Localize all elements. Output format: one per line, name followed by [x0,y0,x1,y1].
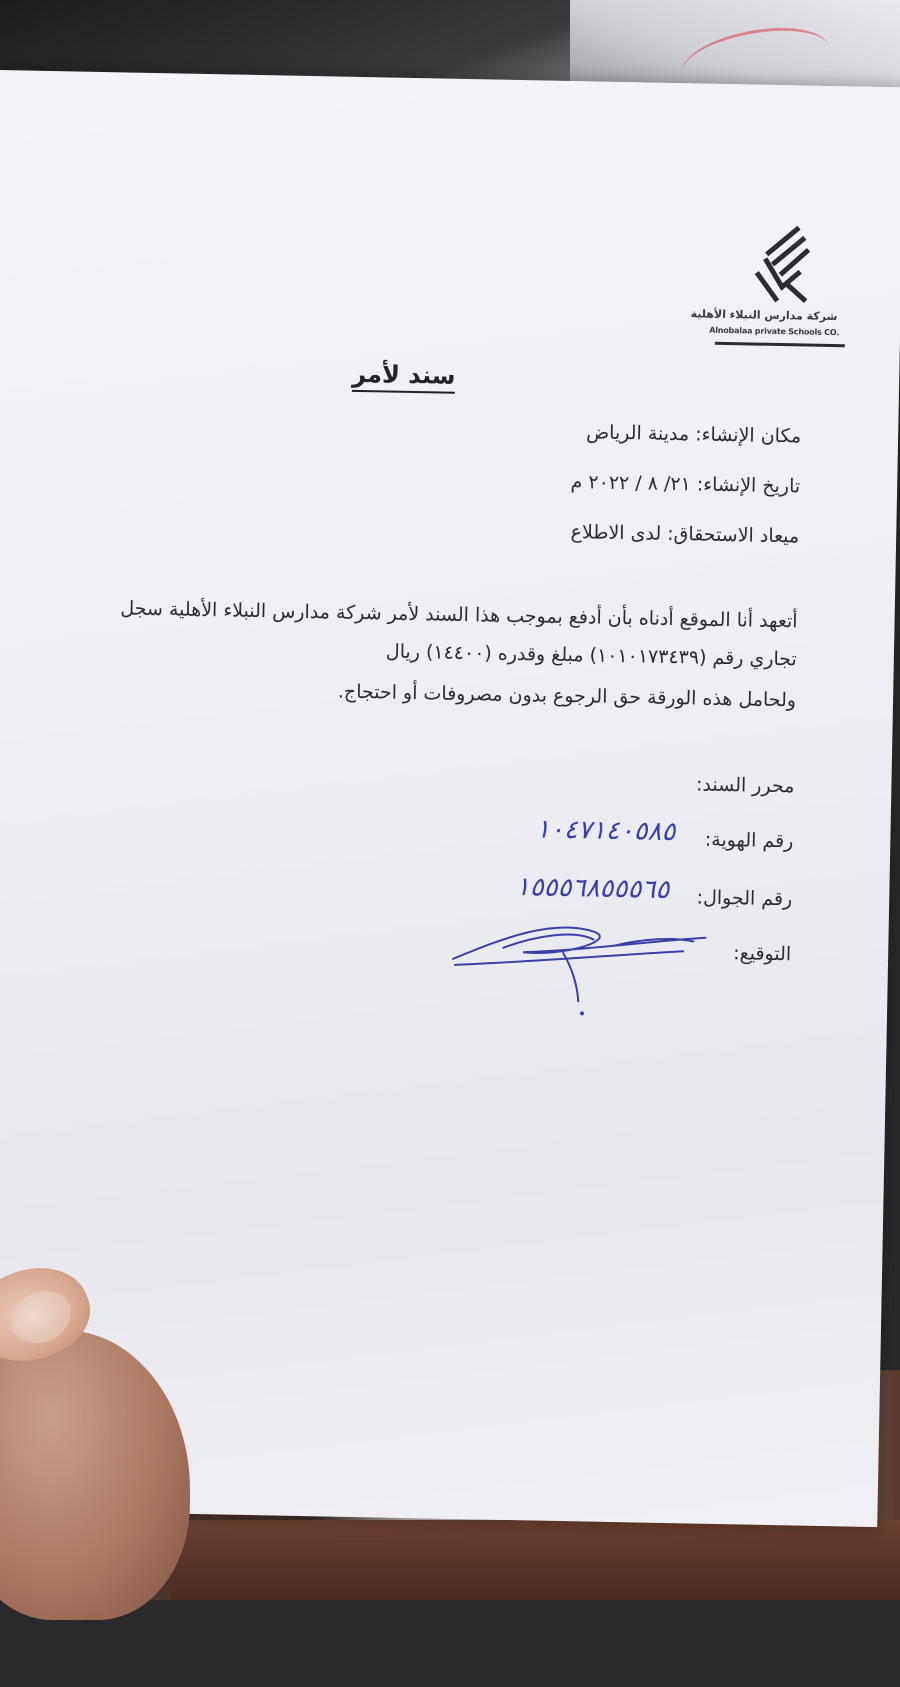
date-of-issue: تاريخ الإنشاء: ٢١/ ٨ / ٢٠٢٢ م [570,471,801,498]
body-line-1: أتعهد أنا الموقع أدناه بأن أدفع بموجب هذا السند لأمر شركة مدارس النبلاء الأهلية سجل [120,597,798,633]
document-title: سند لأمر [352,360,456,394]
signature-scribble-icon [442,907,714,1022]
issuer-label: محرر السند: [695,773,795,798]
place-of-issue: مكان الإنشاء: مدينة الرياض [585,421,802,448]
due-date: ميعاد الاستحقاق: لدى الاطلاع [570,521,800,548]
logo-underline [715,342,845,347]
mobile-number-handwritten: ١٥٥٥٦٨٥٥٥٦٥ [515,872,670,905]
signature-label: التوقيع: [733,942,792,966]
body-line-2: تجاري رقم (١٠١٠١٧٣٤٣٩) مبلغ وقدره (١٤٤٠٠) ريال [385,640,798,671]
mobile-label: رقم الجوال: [696,886,793,911]
company-logo-mark-icon [746,224,818,305]
id-label: رقم الهوية: [704,828,794,853]
company-name-english: Alnobalaa private Schools CO. [709,325,840,338]
id-number-handwritten: ١٠٤٧١٤٠٥٨٥ [535,814,676,848]
company-name-arabic: شركة مدارس النبلاء الأهلية [690,307,838,324]
company-logo [690,224,847,352]
paper-sheet [0,70,900,1527]
body-line-3: ولحامل هذه الورقة حق الرجوع بدون مصروفات أو احتجاج. [337,680,797,712]
